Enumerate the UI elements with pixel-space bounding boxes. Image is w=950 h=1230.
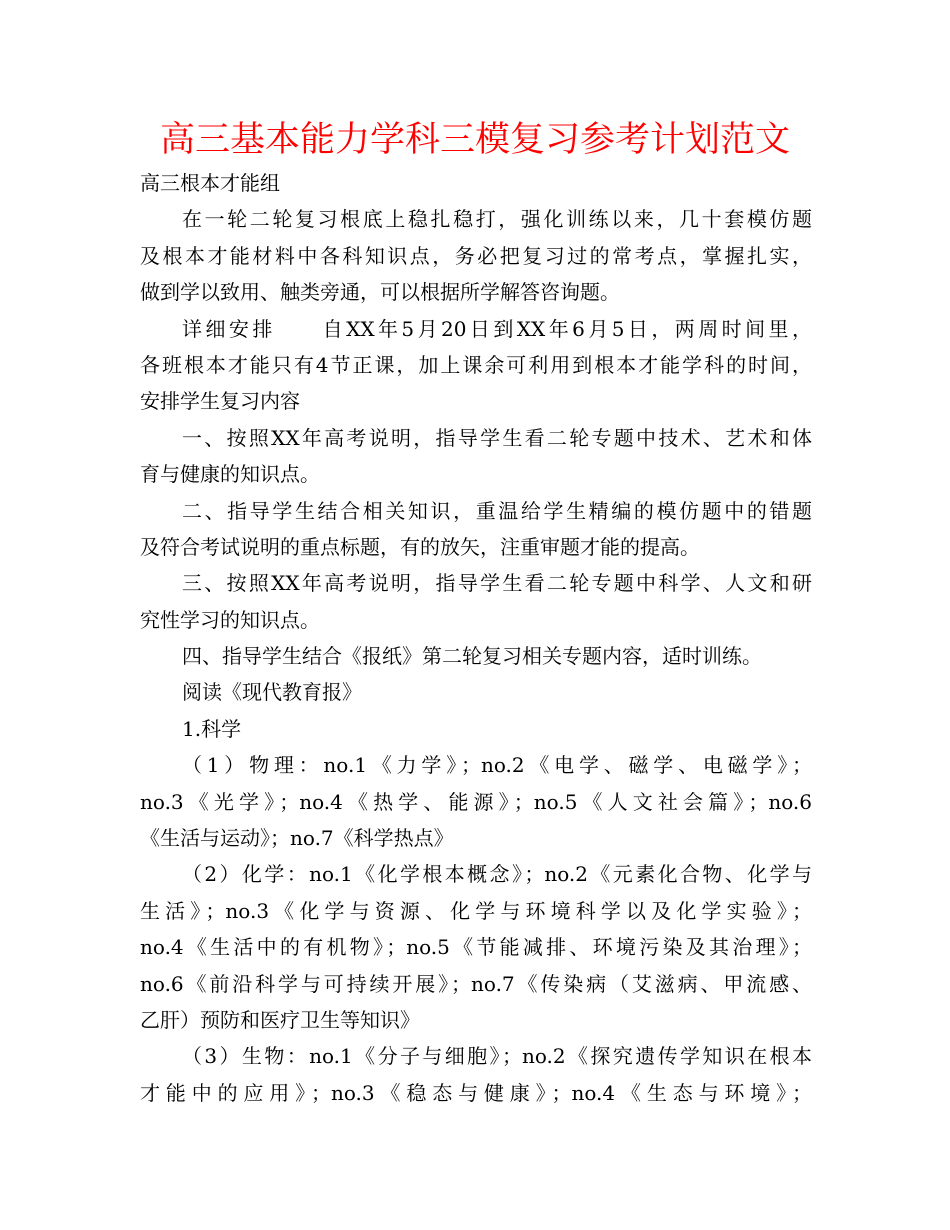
text-line: 1.科学 (182, 716, 242, 741)
text-line: 究性学习的知识点。 (140, 607, 320, 632)
text-line: no.4《生活中的有机物》；no.5《节能减排、环境污染及其治理》； (140, 935, 812, 960)
text-line: 详细安排 自XX年5月20日到XX年6月5日，两周时间里， (182, 316, 812, 341)
text-line: 阅读《现代教育报》 (182, 680, 362, 705)
text-line: 才能中的应用》；no.3《稳态与健康》；no.4《生态与环境》； (140, 1080, 812, 1105)
text-line: 安排学生复习内容 (140, 389, 300, 414)
text-line: 一、按照XX年高考说明，指导学生看二轮专题中技术、艺术和体 (182, 425, 812, 450)
text-line: no.3《光学》；no.4《热学、能源》；no.5《人文社会篇》；no.6 (140, 789, 812, 814)
text-line: 三、按照XX年高考说明，指导学生看二轮专题中科学、人文和研 (182, 571, 812, 596)
text-line: （2）化学：no.1《化学根本概念》；no.2《元素化合物、化学与 (182, 862, 812, 887)
text-line: （1）物理：no.1《力学》；no.2《电学、磁学、电磁学》； (182, 753, 812, 778)
text-line: 二、指导学生结合相关知识，重温给学生精编的模仿题中的错题 (182, 498, 812, 523)
text-line: 《生活与运动》；no.7《科学热点》 (140, 826, 454, 851)
text-line: no.6《前沿科学与可持续开展》；no.7《传染病（艾滋病、甲流感、 (140, 971, 812, 996)
document-title: 高三基本能力学科三模复习参考计划范文 (159, 120, 790, 160)
text-line: 四、指导学生结合《报纸》第二轮复习相关专题内容，适时训练。 (182, 644, 762, 669)
text-line: （3）生物：no.1《分子与细胞》；no.2《探究遗传学知识在根本 (182, 1044, 812, 1069)
text-line: 高三根本才能组 (140, 171, 280, 195)
text-line: 生活》；no.3《化学与资源、化学与环境科学以及化学实验》； (140, 898, 812, 923)
text-line: 及根本才能材料中各科知识点，务必把复习过的常考点，掌握扎实， (140, 243, 812, 268)
text-line: 做到学以致用、触类旁通，可以根据所学解答咨询题。 (140, 280, 620, 305)
text-line: 乙肝）预防和医疗卫生等知识》 (140, 1007, 420, 1032)
text-line: 在一轮二轮复习根底上稳扎稳打，强化训练以来，几十套模仿题 (182, 207, 812, 232)
document-body (140, 165, 812, 1111)
text-line: 及符合考试说明的重点标题，有的放矢，注重审题才能的提高。 (140, 534, 700, 559)
text-line: 各班根本才能只有4节正课，加上课余可利用到根本才能学科的时间， (140, 352, 812, 377)
text-line: 育与健康的知识点。 (140, 462, 320, 487)
